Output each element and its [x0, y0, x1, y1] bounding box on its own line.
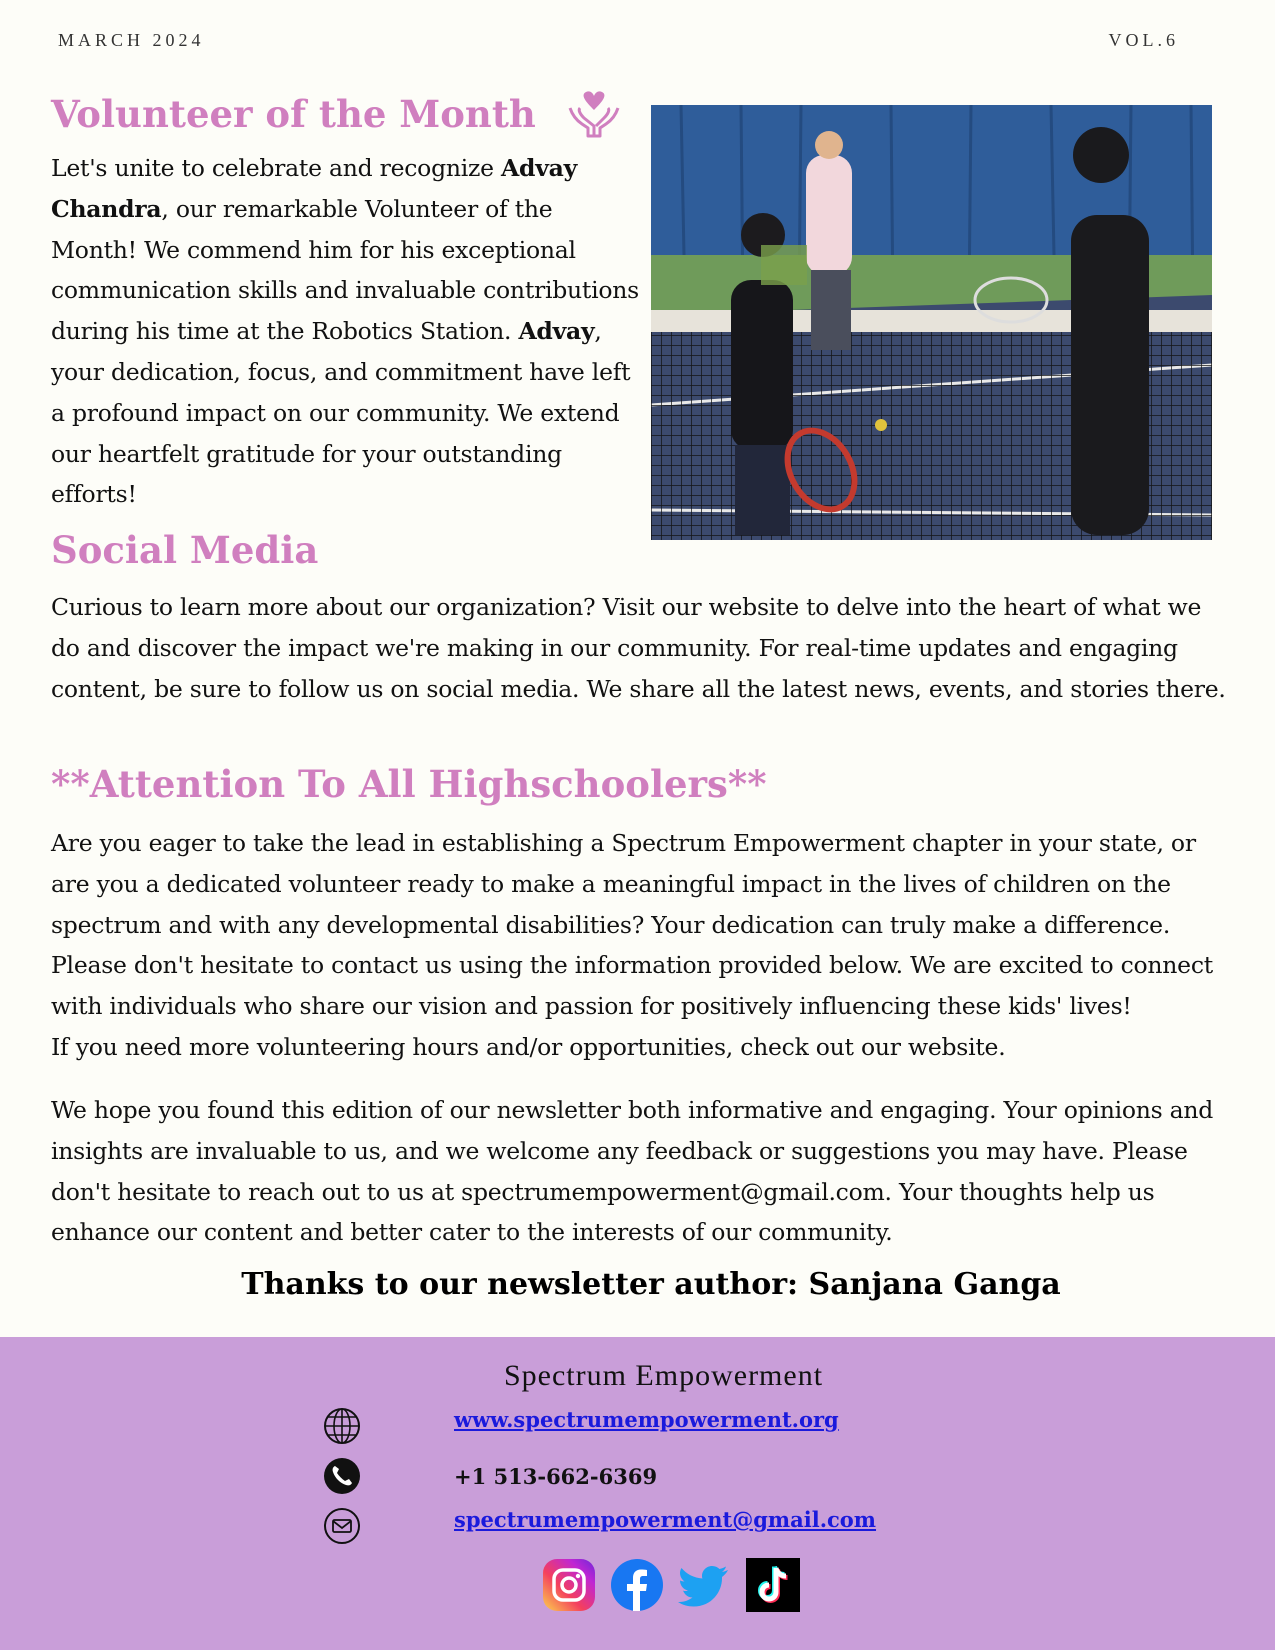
heart-in-hands-icon: [566, 90, 622, 138]
issue-date: MARCH 2024: [58, 30, 205, 50]
closing-paragraph: We hope you found this edition of our newsletter both informative and engaging. Your opinions and insights are invaluable to us, and we welcome any feedback or suggestions you may have. Please don't hesitate to reach out to us at spectrumempowerment@gmail.com. Your thoughts help us enhance our content and better cater to the interests of our community.: [51, 1096, 1214, 1247]
twitter-icon[interactable]: [678, 1558, 732, 1612]
footer: [0, 1337, 1275, 1650]
social-media-title: Social Media: [51, 528, 319, 572]
social-icons-row: [542, 1558, 800, 1612]
facebook-icon[interactable]: [610, 1558, 664, 1612]
tiktok-icon[interactable]: [746, 1558, 800, 1612]
globe-icon: [323, 1407, 361, 1445]
mail-icon: [323, 1507, 361, 1545]
issue-volume: VOL.6: [1108, 30, 1179, 50]
volunteer-section-title: Volunteer of the Month: [51, 90, 622, 138]
instagram-icon[interactable]: [542, 1558, 596, 1612]
social-media-paragraph: Curious to learn more about our organization? Visit our website to delve into the heart of what we do and discover the impact we're making in our community. For real-time updates and engaging content, be sure to follow us on social media. We share all the latest news, events, and stories there.: [51, 593, 1226, 703]
org-name: Spectrum Empowerment: [503, 1359, 824, 1392]
newsletter-header: [58, 30, 1179, 51]
attention-title: **Attention To All Highschoolers**: [51, 762, 767, 806]
website-link[interactable]: www.spectrumempowerment.org: [454, 1407, 839, 1432]
email-link[interactable]: spectrumempowerment@gmail.com: [454, 1507, 877, 1532]
attention-paragraph: Are you eager to take the lead in establishing a Spectrum Empowerment chapter in your state, or are you a dedicated volunteer ready to make a meaningful impact in the lives of children on the spectrum and with any developmental disabilities? Your dedication can truly make a difference. Please don't hesitate to contact us using the information provided below. We are excited to connect with individuals who share our vision and passion for positively influencing these kids' lives! If you need more volunteering hours and/or opportunities, check out our website.: [51, 829, 1213, 1061]
phone-icon: [323, 1457, 361, 1495]
volunteer-name: Advay Chandra: [51, 154, 577, 223]
author-credit: Thanks to our newsletter author: Sanjana Ganga: [241, 1267, 1061, 1302]
phone-number: +1 513-662-6369: [454, 1464, 658, 1489]
volunteer-first-name: Advay: [518, 317, 595, 346]
volunteer-paragraph: Let's unite to celebrate and recognize Advay Chandra, our remarkable Volunteer of the Month! We commend him for his exceptional communication skills and invaluable contributions during his time at the Robotics Station. Advay, your dedication, focus, and commitment have left a profound impact on our community. We extend our heartfelt gratitude for your outstanding efforts!: [51, 154, 639, 509]
volunteer-photo: [651, 105, 1212, 540]
